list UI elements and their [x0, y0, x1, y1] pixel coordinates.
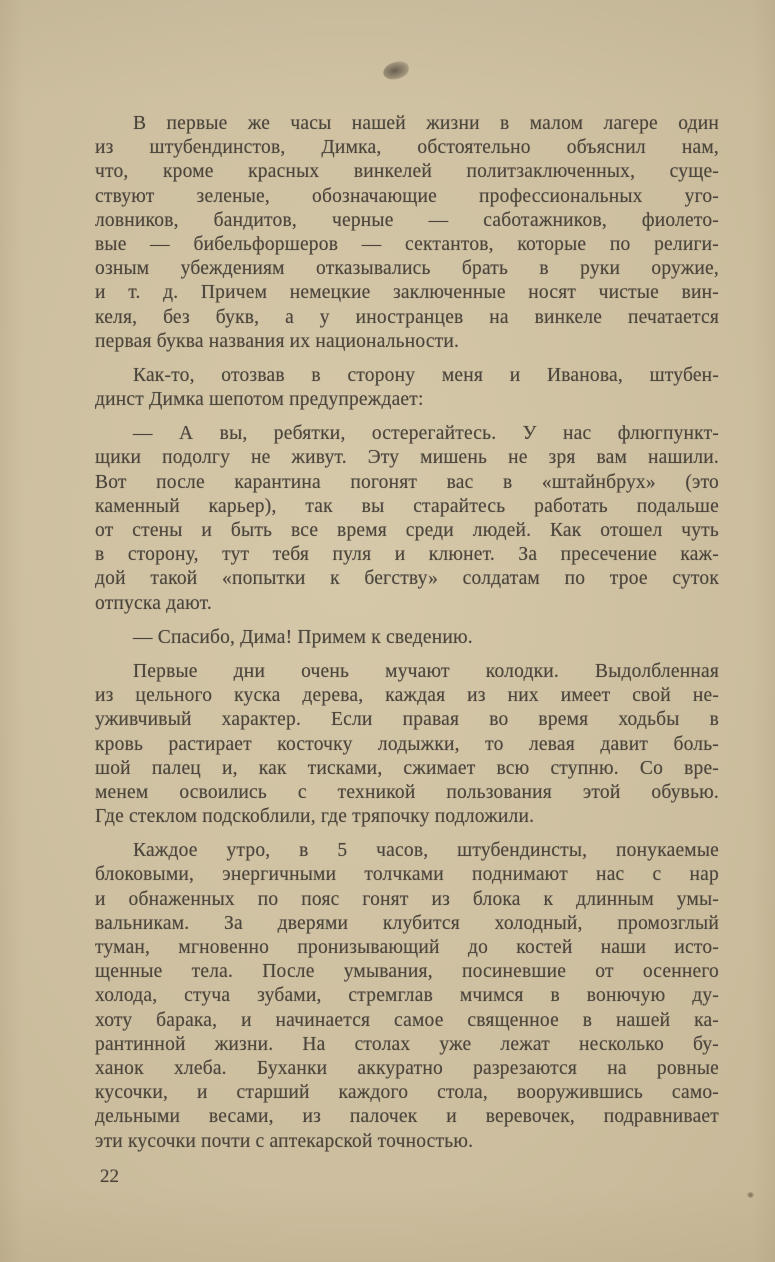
ink-smudge	[382, 59, 411, 81]
text-line: отпуска дают.	[95, 592, 212, 614]
paragraph	[95, 112, 719, 354]
text-line: и т. д. Причем немецкие заключенные носят чистые вин-	[95, 282, 719, 304]
text-line: В первые же часы нашей жизни в малом лагере один	[133, 113, 719, 134]
text-line: озным убеждениям отказывались брать в руки оружие,	[95, 258, 719, 280]
text-line: туман, мгновенно пронизывающий до костей наши исто-	[95, 937, 719, 958]
text-line: кусочки, и старший каждого стола, вооружившись само-	[95, 1082, 719, 1104]
text-line: рантинной жизни. На столах уже лежат несколько бу-	[95, 1033, 719, 1055]
text-line: келя, без букв, а у иностранцев на винкеле печатается	[95, 306, 719, 328]
text-line: холода, стуча зубами, стремглав мчимся в вонючую ду-	[95, 985, 719, 1007]
text-line: уживчивый характер. Если правая во время ходьбы в	[95, 709, 719, 731]
text-line: дой такой «попытки к бегству» солдатам по трое суток	[95, 568, 719, 590]
text-line: из цельного куска дерева, каждая из них имеет свой не-	[95, 685, 719, 707]
paragraph	[95, 660, 719, 829]
page-text-block	[95, 112, 719, 1164]
text-line: Вот после карантина погонят вас в «штайнбрух» (это	[95, 471, 719, 493]
text-line: — Спасибо, Дима! Примем к сведению.	[133, 626, 473, 648]
paragraph	[95, 626, 719, 650]
text-line: ханок хлеба. Буханки аккуратно разрезаются на ровные	[95, 1057, 719, 1079]
text-line: Где стеклом подскоблили, где тряпочку подложили.	[95, 806, 535, 828]
text-line: эти кусочки почти с аптекарской точностью.	[95, 1130, 474, 1152]
text-line: щенные тела. После умывания, посиневшие от осеннего	[95, 961, 719, 983]
text-line: вальникам. За дверями клубится холодный, промозглый	[95, 912, 719, 934]
page-number: 22	[100, 1166, 119, 1187]
text-line: хоту барака, и начинается самое священное в нашей ка-	[95, 1009, 719, 1031]
text-line: менем освоились с техникой пользования этой обувью.	[95, 781, 719, 803]
paragraph	[95, 839, 719, 1153]
paragraph	[95, 364, 719, 412]
text-line: щики подолгу не живут. Эту мишень не зря вам нашили.	[95, 447, 719, 469]
text-line: первая буква названия их национальности.	[95, 330, 460, 352]
text-line: динст Димка шепотом предупреждает:	[95, 389, 424, 411]
text-line: Каждое утро, в 5 часов, штубендинсты, понукаемые	[133, 840, 719, 862]
text-line: дельными весами, из палочек и веревочек, подравнивает	[95, 1106, 719, 1128]
text-line: из штубендинстов, Димка, обстоятельно объяснил нам,	[95, 137, 719, 159]
paragraph	[95, 422, 719, 616]
text-line: в сторону, тут тебя пуля и клюнет. За пресечение каж-	[95, 544, 719, 566]
text-line: вые — бибельфоршеров — сектантов, которые по религи-	[95, 233, 719, 255]
text-line: ствуют зеленые, обозначающие профессиональных уго-	[95, 185, 719, 207]
text-line: каменный карьер), так вы старайтесь работать подальше	[95, 495, 719, 517]
text-line: кровь растирает косточку лодыжки, то левая давит боль-	[95, 733, 719, 755]
text-line: — А вы, ребятки, остерегайтесь. У нас флюгпункт-	[133, 423, 719, 445]
text-line: шой палец и, как тисками, сжимает всю ступню. Со вре-	[95, 757, 719, 779]
text-line: Как-то, отозвав в сторону меня и Иванова, штубен-	[133, 364, 719, 386]
text-line: ловников, бандитов, черные — саботажников, фиолето-	[95, 209, 719, 231]
text-line: от стены и быть все время среди людей. Как отошел чуть	[95, 520, 719, 541]
ink-speck	[747, 1192, 754, 1198]
text-line: что, кроме красных винкелей политзаключенных, суще-	[95, 161, 719, 183]
text-line: блоковыми, энергичными толчками поднимают нас с нар	[95, 864, 719, 886]
text-line: Первые дни очень мучают колодки. Выдолбленная	[133, 660, 719, 682]
text-line: и обнаженных по пояс гонят из блока к длинным умы-	[95, 888, 719, 910]
